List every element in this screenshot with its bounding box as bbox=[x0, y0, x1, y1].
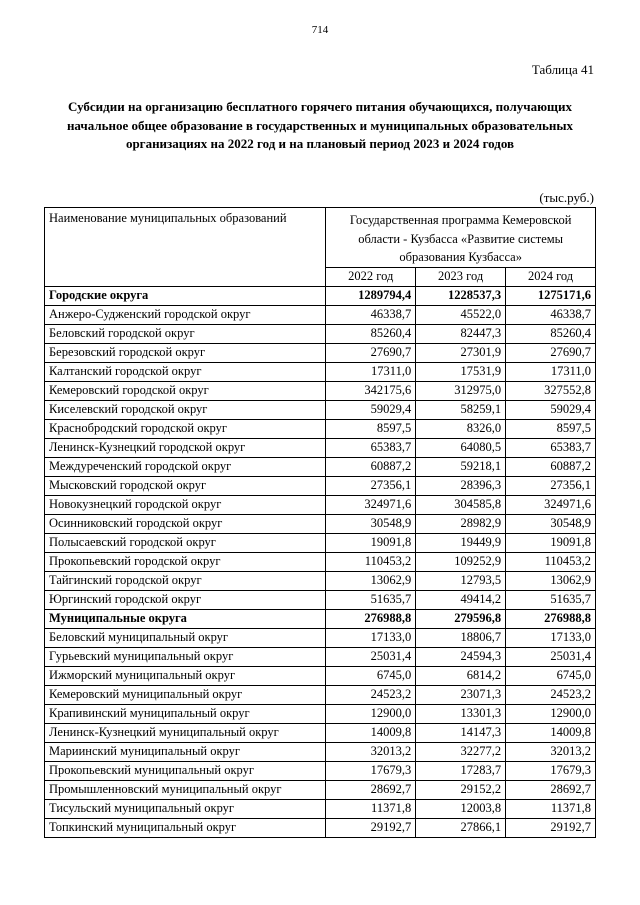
table-row bbox=[45, 419, 596, 438]
row-value-cell: 46338,7 bbox=[506, 305, 596, 324]
row-value-cell: 25031,4 bbox=[326, 647, 416, 666]
row-value-cell: 14009,8 bbox=[326, 723, 416, 742]
row-value-cell: 51635,7 bbox=[326, 590, 416, 609]
row-value-cell: 59029,4 bbox=[506, 400, 596, 419]
table-row bbox=[45, 799, 596, 818]
row-value-cell: 27356,1 bbox=[506, 476, 596, 495]
row-value-cell: 28396,3 bbox=[416, 476, 506, 495]
row-value-cell: 17133,0 bbox=[506, 628, 596, 647]
row-value-cell: 51635,7 bbox=[506, 590, 596, 609]
row-name-cell: Прокопьевский городской округ bbox=[45, 552, 326, 571]
column-header-year: 2022 год bbox=[326, 267, 416, 286]
row-value-cell: 29192,7 bbox=[506, 818, 596, 837]
row-name-cell: Калтанский городской округ bbox=[45, 362, 326, 381]
row-name-cell: Топкинский муниципальный округ bbox=[45, 818, 326, 837]
row-value-cell: 12900,0 bbox=[326, 704, 416, 723]
row-value-cell: 28982,9 bbox=[416, 514, 506, 533]
row-value-cell: 110453,2 bbox=[326, 552, 416, 571]
row-name-cell: Гурьевский муниципальный округ bbox=[45, 647, 326, 666]
row-value-cell: 46338,7 bbox=[326, 305, 416, 324]
table-row bbox=[45, 514, 596, 533]
row-value-cell: 12003,8 bbox=[416, 799, 506, 818]
row-value-cell: 279596,8 bbox=[416, 609, 506, 628]
column-header-name: Наименование муниципальных образований bbox=[45, 208, 326, 287]
row-value-cell: 6745,0 bbox=[326, 666, 416, 685]
row-name-cell: Ленинск-Кузнецкий городской округ bbox=[45, 438, 326, 457]
row-name-cell: Тайгинский городской округ bbox=[45, 571, 326, 590]
table-body bbox=[45, 286, 596, 837]
table-row bbox=[45, 476, 596, 495]
row-value-cell: 17531,9 bbox=[416, 362, 506, 381]
row-name-cell: Мариинский муниципальный округ bbox=[45, 742, 326, 761]
table-row bbox=[45, 761, 596, 780]
row-value-cell: 19091,8 bbox=[326, 533, 416, 552]
header-row bbox=[45, 208, 596, 268]
row-name-cell: Мысковский городской округ bbox=[45, 476, 326, 495]
row-name-cell: Анжеро-Судженский городской округ bbox=[45, 305, 326, 324]
row-name-cell: Городские округа bbox=[45, 286, 326, 305]
row-value-cell: 276988,8 bbox=[506, 609, 596, 628]
row-name-cell: Крапивинский муниципальный округ bbox=[45, 704, 326, 723]
row-value-cell: 324971,6 bbox=[506, 495, 596, 514]
row-value-cell: 11371,8 bbox=[506, 799, 596, 818]
row-value-cell: 45522,0 bbox=[416, 305, 506, 324]
row-value-cell: 14147,3 bbox=[416, 723, 506, 742]
row-value-cell: 18806,7 bbox=[416, 628, 506, 647]
table-row bbox=[45, 704, 596, 723]
row-value-cell: 17311,0 bbox=[506, 362, 596, 381]
row-value-cell: 24594,3 bbox=[416, 647, 506, 666]
row-name-cell: Беловский городской округ bbox=[45, 324, 326, 343]
row-value-cell: 28692,7 bbox=[506, 780, 596, 799]
row-value-cell: 82447,3 bbox=[416, 324, 506, 343]
row-value-cell: 17133,0 bbox=[326, 628, 416, 647]
row-value-cell: 1228537,3 bbox=[416, 286, 506, 305]
row-name-cell: Полысаевский городской округ bbox=[45, 533, 326, 552]
row-name-cell: Краснобродский городской округ bbox=[45, 419, 326, 438]
column-header-year: 2024 год bbox=[506, 267, 596, 286]
row-value-cell: 32277,2 bbox=[416, 742, 506, 761]
row-value-cell: 1275171,6 bbox=[506, 286, 596, 305]
row-value-cell: 17283,7 bbox=[416, 761, 506, 780]
table-row bbox=[45, 343, 596, 362]
row-value-cell: 27866,1 bbox=[416, 818, 506, 837]
row-value-cell: 8597,5 bbox=[506, 419, 596, 438]
row-value-cell: 11371,8 bbox=[326, 799, 416, 818]
row-value-cell: 110453,2 bbox=[506, 552, 596, 571]
row-name-cell: Прокопьевский муниципальный округ bbox=[45, 761, 326, 780]
row-value-cell: 24523,2 bbox=[326, 685, 416, 704]
row-value-cell: 60887,2 bbox=[506, 457, 596, 476]
table-row bbox=[45, 305, 596, 324]
row-value-cell: 29152,2 bbox=[416, 780, 506, 799]
row-value-cell: 58259,1 bbox=[416, 400, 506, 419]
table-row bbox=[45, 457, 596, 476]
row-name-cell: Междуреченский городской округ bbox=[45, 457, 326, 476]
table-row bbox=[45, 324, 596, 343]
row-value-cell: 109252,9 bbox=[416, 552, 506, 571]
row-value-cell: 30548,9 bbox=[506, 514, 596, 533]
row-value-cell: 14009,8 bbox=[506, 723, 596, 742]
subsidy-table bbox=[44, 207, 596, 838]
row-value-cell: 324971,6 bbox=[326, 495, 416, 514]
table-row bbox=[45, 685, 596, 704]
row-name-cell: Промышленновский муниципальный округ bbox=[45, 780, 326, 799]
table-row bbox=[45, 381, 596, 400]
page-number: 714 bbox=[311, 24, 329, 36]
table-row bbox=[45, 647, 596, 666]
row-name-cell: Киселевский городской округ bbox=[45, 400, 326, 419]
row-name-cell: Новокузнецкий городской округ bbox=[45, 495, 326, 514]
row-value-cell: 12900,0 bbox=[506, 704, 596, 723]
row-value-cell: 13062,9 bbox=[326, 571, 416, 590]
column-header-program: Государственная программа Кемеровской области - Кузбасса «Развитие системы образования Кузбасса» bbox=[326, 208, 596, 268]
row-value-cell: 24523,2 bbox=[506, 685, 596, 704]
row-name-cell: Юргинский городской округ bbox=[45, 590, 326, 609]
row-value-cell: 85260,4 bbox=[506, 324, 596, 343]
row-value-cell: 1289794,4 bbox=[326, 286, 416, 305]
table-row bbox=[45, 780, 596, 799]
table-row bbox=[45, 438, 596, 457]
row-name-cell: Тисульский муниципальный округ bbox=[45, 799, 326, 818]
row-value-cell: 342175,6 bbox=[326, 381, 416, 400]
row-value-cell: 312975,0 bbox=[416, 381, 506, 400]
row-name-cell: Кемеровский муниципальный округ bbox=[45, 685, 326, 704]
row-value-cell: 29192,7 bbox=[326, 818, 416, 837]
table-group-row bbox=[45, 609, 596, 628]
row-name-cell: Ижморский муниципальный округ bbox=[45, 666, 326, 685]
row-value-cell: 304585,8 bbox=[416, 495, 506, 514]
table-row bbox=[45, 628, 596, 647]
row-value-cell: 13301,3 bbox=[416, 704, 506, 723]
row-value-cell: 28692,7 bbox=[326, 780, 416, 799]
row-value-cell: 23071,3 bbox=[416, 685, 506, 704]
row-value-cell: 64080,5 bbox=[416, 438, 506, 457]
row-value-cell: 60887,2 bbox=[326, 457, 416, 476]
table-row bbox=[45, 362, 596, 381]
row-name-cell: Муниципальные округа bbox=[45, 609, 326, 628]
table-row bbox=[45, 818, 596, 837]
row-value-cell: 49414,2 bbox=[416, 590, 506, 609]
row-name-cell: Осинниковский городской округ bbox=[45, 514, 326, 533]
row-value-cell: 30548,9 bbox=[326, 514, 416, 533]
table-row bbox=[45, 552, 596, 571]
row-value-cell: 17679,3 bbox=[326, 761, 416, 780]
row-value-cell: 8326,0 bbox=[416, 419, 506, 438]
row-value-cell: 19091,8 bbox=[506, 533, 596, 552]
row-value-cell: 276988,8 bbox=[326, 609, 416, 628]
table-row bbox=[45, 533, 596, 552]
row-name-cell: Беловский муниципальный округ bbox=[45, 628, 326, 647]
table-row bbox=[45, 400, 596, 419]
row-value-cell: 17311,0 bbox=[326, 362, 416, 381]
table-row bbox=[45, 742, 596, 761]
table-row bbox=[45, 666, 596, 685]
row-value-cell: 327552,8 bbox=[506, 381, 596, 400]
units-label: (тыс.руб.) bbox=[539, 190, 594, 205]
row-value-cell: 59029,4 bbox=[326, 400, 416, 419]
row-value-cell: 17679,3 bbox=[506, 761, 596, 780]
table-row bbox=[45, 571, 596, 590]
row-name-cell: Ленинск-Кузнецкий муниципальный округ bbox=[45, 723, 326, 742]
table-group-row bbox=[45, 286, 596, 305]
row-value-cell: 25031,4 bbox=[506, 647, 596, 666]
table-row bbox=[45, 723, 596, 742]
row-value-cell: 27356,1 bbox=[326, 476, 416, 495]
row-value-cell: 8597,5 bbox=[326, 419, 416, 438]
row-value-cell: 27690,7 bbox=[326, 343, 416, 362]
row-value-cell: 59218,1 bbox=[416, 457, 506, 476]
row-value-cell: 6745,0 bbox=[506, 666, 596, 685]
row-value-cell: 19449,9 bbox=[416, 533, 506, 552]
row-value-cell: 12793,5 bbox=[416, 571, 506, 590]
row-value-cell: 27690,7 bbox=[506, 343, 596, 362]
row-value-cell: 32013,2 bbox=[326, 742, 416, 761]
table-row bbox=[45, 590, 596, 609]
row-value-cell: 27301,9 bbox=[416, 343, 506, 362]
row-value-cell: 6814,2 bbox=[416, 666, 506, 685]
document-title: Субсидии на организацию бесплатного горячего питания обучающихся, получающих начальное общее образование в государственных и муниципальных образовательных организациях на 2022 год и на плановый период 2023 и 2024 годов bbox=[66, 99, 574, 151]
row-name-cell: Березовский городской округ bbox=[45, 343, 326, 362]
table-row bbox=[45, 495, 596, 514]
table-label: Таблица 41 bbox=[531, 62, 594, 77]
row-value-cell: 65383,7 bbox=[506, 438, 596, 457]
row-name-cell: Кемеровский городской округ bbox=[45, 381, 326, 400]
column-header-year: 2023 год bbox=[416, 267, 506, 286]
row-value-cell: 65383,7 bbox=[326, 438, 416, 457]
row-value-cell: 13062,9 bbox=[506, 571, 596, 590]
row-value-cell: 32013,2 bbox=[506, 742, 596, 761]
row-value-cell: 85260,4 bbox=[326, 324, 416, 343]
